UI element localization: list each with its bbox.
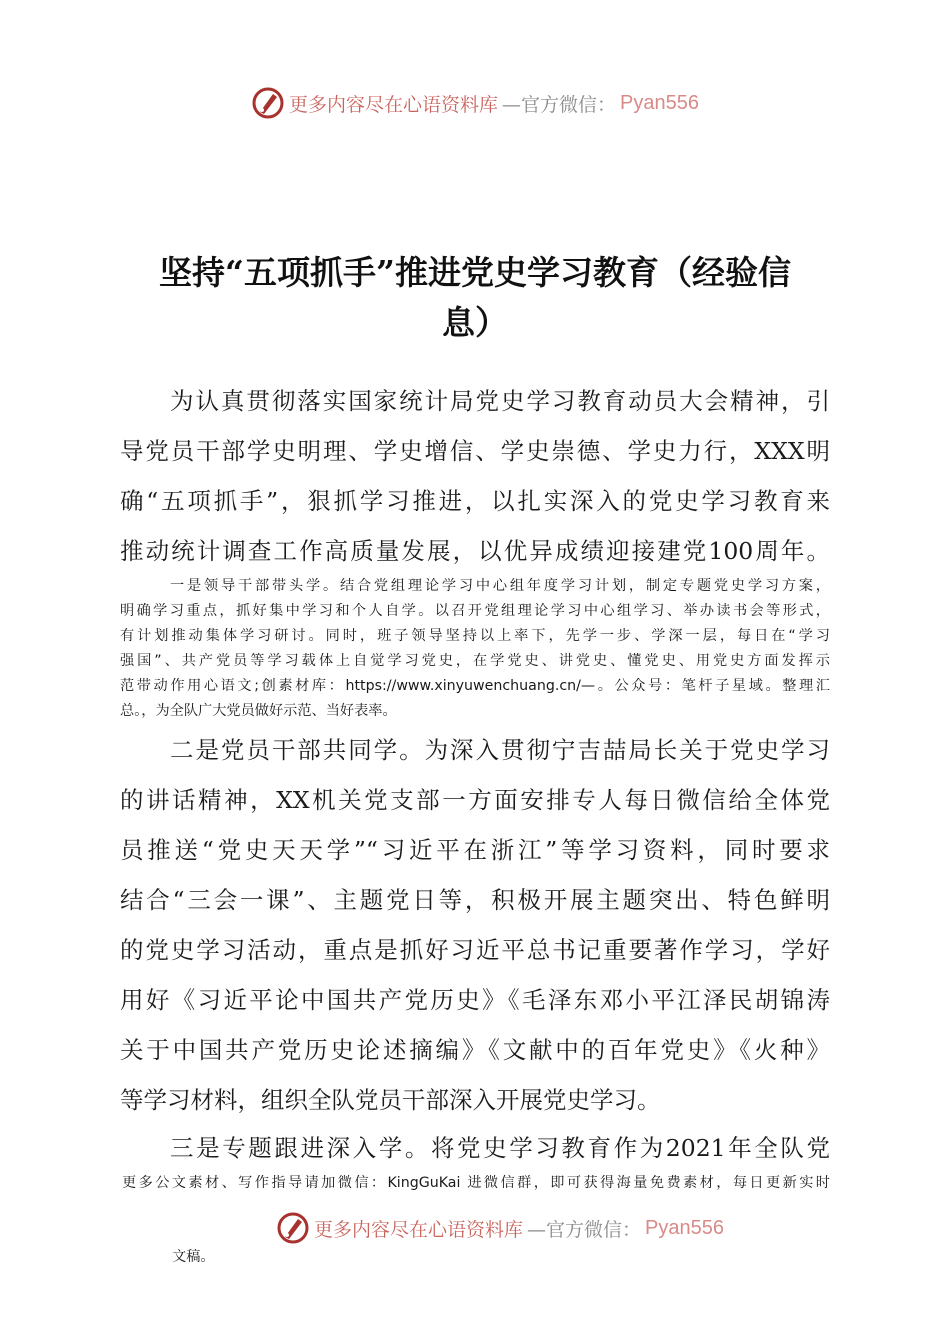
text-line: 三是专题跟进深入学。将党史学习教育作为2021年全队党	[170, 1134, 830, 1162]
document-title	[120, 248, 830, 348]
text-line: 二是党员干部共同学。为深入贯彻宁吉喆局长关于党史学习	[170, 736, 830, 764]
footer-promo-line: 更多公文素材、写作指导请加微信：KingGuKai 进微信群，即可获得海量免费素材，每日更新实时	[122, 1175, 830, 1191]
text-line: 的党史学习活动，重点是抓好习近平总书记重要著作学习，学好	[120, 936, 830, 964]
watermark-id: Pyan556	[620, 91, 699, 114]
point-two-paragraph	[120, 725, 830, 1125]
watermark-main: 更多内容尽在心语资料库	[289, 93, 499, 116]
watermark-header	[0, 86, 950, 120]
watermark-id: Pyan556	[645, 1216, 724, 1239]
watermark-dash: —官方微信：	[502, 93, 617, 116]
text-line: 总。，为全队广大党员做好示范、当好表率。	[120, 703, 397, 719]
text-line: 确“五项抓手”，狠抓学习推进，以扎实深入的党史学习教育来	[120, 487, 830, 515]
text-line: 范带动作用心语文;创素材库：https://www.xinyuwenchuang.cn/—。公众号：笔杆子星域。整理汇	[120, 678, 830, 694]
text-line: 关于中国共产党历史论述摘编》《文献中的百年党史》《火种》	[120, 1036, 830, 1064]
text-line: 一是领导干部带头学。结合党组理论学习中心组年度学习计划，制定专题党史学习方案，	[170, 578, 830, 594]
intro-paragraph	[120, 376, 830, 576]
text-line: 有计划推动集体学习研讨。同时，班子领导坚持以上率下，先学一步、学深一层，每日在“学习	[120, 628, 830, 644]
point-one-paragraph	[120, 574, 830, 724]
pen-logo-icon	[251, 86, 285, 120]
point-three-paragraph	[120, 1123, 830, 1173]
text-line: 等学习材料，组织全队党员干部深入开展党史学习。	[120, 1086, 661, 1114]
text-line: 的讲话精神，XX机关党支部一方面安排专人每日微信给全体党	[120, 786, 830, 814]
text-line: 用好《习近平论中国共产党历史》《毛泽东邓小平江泽民胡锦涛	[120, 986, 830, 1014]
text-line: 导党员干部学史明理、学史增信、学史崇德、学史力行，XXX明	[120, 437, 830, 465]
title-line: 坚持“五项抓手”推进党史学习教育（经验信	[159, 253, 791, 292]
text-line: 结合“三会一课”、主题党日等，积极开展主题突出、特色鲜明	[120, 886, 830, 914]
text-line: 推动统计调查工作高质量发展，以优异成绩迎接建党100周年。	[120, 537, 830, 565]
watermark-footer	[0, 1211, 950, 1245]
watermark-main: 更多内容尽在心语资料库	[314, 1218, 524, 1241]
text-line: 明确学习重点，抓好集中学习和个人自学。以召开党组理论学习中心组学习、举办读书会等形式，	[120, 603, 830, 619]
text-line: 为认真贯彻落实国家统计局党史学习教育动员大会精神，引	[170, 387, 830, 415]
title-line: 息）	[442, 303, 508, 342]
pen-logo-icon	[276, 1211, 310, 1245]
watermark-dash: —官方微信：	[527, 1218, 642, 1241]
text-line: 员推送“党史天天学”“习近平在浙江”等学习资料，同时要求	[120, 836, 830, 864]
text-line: 强国”、共产党员等学习载体上自觉学习党史，在学党史、讲党史、懂党史、用党史方面发挥示	[120, 653, 830, 669]
footer-tail: 文稿。	[172, 1249, 215, 1265]
